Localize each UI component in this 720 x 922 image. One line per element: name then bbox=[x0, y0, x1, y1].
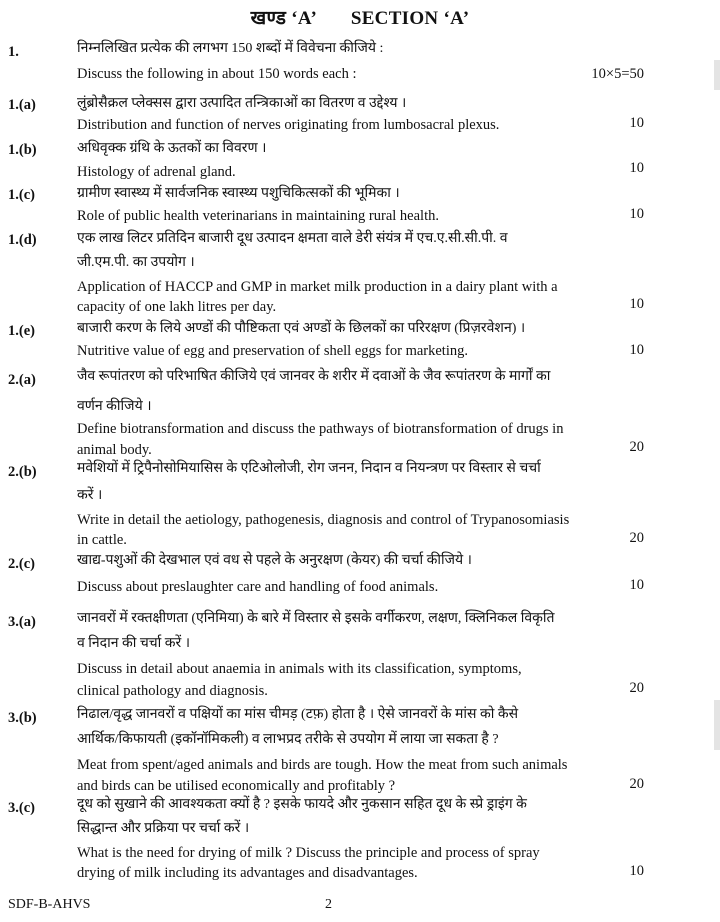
question-number: 1.(c) bbox=[8, 187, 35, 203]
question-number: 1.(e) bbox=[8, 323, 35, 339]
question-text-english: Discuss the following in about 150 words each : bbox=[77, 66, 357, 82]
question-text-hindi: अधिवृक्क ग्रंथि के ऊतकों का विवरण । bbox=[77, 141, 267, 156]
question-text-english: Application of HACCP and GMP in market milk production in a dairy plant with a bbox=[77, 279, 558, 295]
question-text-english: What is the need for drying of milk ? Discuss the principle and process of spray bbox=[77, 845, 540, 861]
question-text-english: Discuss in detail about anaemia in animals with its classification, symptoms, bbox=[77, 661, 522, 677]
question-number: 1.(b) bbox=[8, 142, 37, 158]
question-text-english-line2: clinical pathology and diagnosis. bbox=[77, 683, 268, 699]
question-number: 2.(a) bbox=[8, 372, 36, 388]
question-text-english: Write in detail the aetiology, pathogenesis, diagnosis and control of Trypanosomiasis bbox=[77, 512, 570, 528]
question-number: 2.(b) bbox=[8, 464, 37, 480]
question-text-hindi: ग्रामीण स्वास्थ्य में सार्वजनिक स्वास्थ्य पशुचिकित्सकों की भूमिका । bbox=[77, 186, 400, 201]
question-text-hindi: निढाल/वृद्ध जानवरों व पक्षियों का मांस चीमड़ (टफ़) होता है । ऐसे जानवरों के मांस को कैसे bbox=[77, 707, 519, 722]
question-text-english-line2: drying of milk including its advantages and disadvantages. bbox=[77, 865, 418, 881]
question-number: 1.(d) bbox=[8, 232, 37, 248]
question-marks: 20 bbox=[629, 680, 644, 696]
question-text-hindi: निम्नलिखित प्रत्येक की लगभग 150 शब्दों में विवेचना कीजिये : bbox=[77, 41, 384, 56]
question-number: 1.(a) bbox=[8, 97, 36, 113]
scan-edge-mark bbox=[714, 700, 720, 750]
question-marks: 10 bbox=[629, 342, 644, 358]
question-text-english-line2: animal body. bbox=[77, 442, 152, 458]
question-text-hindi-line2: वर्णन कीजिये । bbox=[77, 399, 152, 414]
question-marks: 20 bbox=[629, 776, 644, 792]
section-heading bbox=[0, 4, 720, 30]
question-marks: 20 bbox=[629, 530, 644, 546]
question-marks: 20 bbox=[629, 439, 644, 455]
question-text-english-line2: capacity of one lakh litres per day. bbox=[77, 299, 277, 315]
question-number: 3.(c) bbox=[8, 800, 35, 816]
question-number: 3.(a) bbox=[8, 614, 36, 630]
scan-edge-mark bbox=[714, 60, 720, 90]
question-text-hindi-line2: सिद्धान्त और प्रक्रिया पर चर्चा करें । bbox=[77, 821, 250, 836]
question-text-english-line2: and birds can be utilised economically and profitably ? bbox=[77, 778, 396, 794]
question-marks: 10 bbox=[629, 115, 644, 131]
paper-code: SDF-B-AHVS bbox=[8, 897, 91, 912]
question-marks: 10×5=50 bbox=[591, 66, 644, 82]
question-text-english: Meat from spent/aged animals and birds are tough. How the meat from such animals bbox=[77, 757, 568, 773]
section-heading-hindi: खण्ड ‘A’ bbox=[250, 8, 316, 29]
question-marks: 10 bbox=[629, 206, 644, 222]
question-marks: 10 bbox=[629, 577, 644, 593]
question-text-english: Define biotransformation and discuss the pathways of biotransformation of drugs in bbox=[77, 421, 564, 437]
question-text-hindi-line2: करें । bbox=[77, 488, 103, 503]
question-text-hindi-line2: आर्थिक/किफायती (इकॉनॉमिकली) व लाभप्रद तरीके से उपयोग में लाया जा सकता है ? bbox=[77, 732, 499, 747]
question-number: 3.(b) bbox=[8, 710, 37, 726]
question-text-english: Role of public health veterinarians in maintaining rural health. bbox=[77, 208, 439, 224]
question-number: 1. bbox=[8, 44, 19, 60]
question-text-hindi: एक लाख लिटर प्रतिदिन बाजारी दूध उत्पादन क्षमता वाले डेरी संयंत्र में एच.ए.सी.सी.पी. व bbox=[77, 231, 508, 246]
question-text-hindi-line2: जी.एम.पी. का उपयोग । bbox=[77, 255, 195, 270]
question-text-hindi-line2: व निदान की चर्चा करें । bbox=[77, 636, 191, 651]
question-text-hindi: जानवरों में रक्तक्षीणता (एनिमिया) के बारे में विस्तार से इसके वर्गीकरण, लक्षण, क्लिनिकल विकृति bbox=[77, 611, 555, 626]
question-text-hindi: दूध को सुखाने की आवश्यकता क्यों है ? इसके फायदे और नुकसान सहित दूध के स्प्रे ड्राइंग के bbox=[77, 797, 527, 812]
question-text-english: Nutritive value of egg and preservation of shell eggs for marketing. bbox=[77, 343, 468, 359]
question-marks: 10 bbox=[629, 863, 644, 879]
section-heading-english: SECTION ‘A’ bbox=[350, 8, 470, 29]
question-text-english: Histology of adrenal gland. bbox=[77, 164, 236, 180]
question-text-english-line2: in cattle. bbox=[77, 532, 127, 548]
question-text-hindi: लुंब्रोसैक्रल प्लेक्सस द्वारा उत्पादित तन्त्रिकाओं का वितरण व उद्देश्य । bbox=[77, 96, 407, 111]
question-marks: 10 bbox=[629, 296, 644, 312]
page-number: 2 bbox=[325, 897, 332, 912]
question-text-english: Discuss about preslaughter care and handling of food animals. bbox=[77, 579, 439, 595]
question-text-hindi: मवेशियों में ट्रिपैनोसोमियासिस के एटिओलोजी, रोग जनन, निदान व नियन्त्रण पर विस्तार से चर्चा bbox=[77, 461, 541, 476]
question-marks: 10 bbox=[629, 160, 644, 176]
question-text-hindi: खाद्य-पशुओं की देखभाल एवं वध से पहले के अनुरक्षण (केयर) की चर्चा कीजिये । bbox=[77, 553, 472, 568]
question-text-hindi: बाजारी करण के लिये अण्डों की पौष्टिकता एवं अण्डों के छिलकों का परिरक्षण (प्रिज़रवेशन) । bbox=[77, 321, 526, 336]
question-text-english: Distribution and function of nerves originating from lumbosacral plexus. bbox=[77, 117, 500, 133]
question-text-hindi: जैव रूपांतरण को परिभाषित कीजिये एवं जानवर के शरीर में दवाओं के जैव रूपांतरण के मार्गों का bbox=[77, 369, 551, 384]
question-number: 2.(c) bbox=[8, 556, 35, 572]
